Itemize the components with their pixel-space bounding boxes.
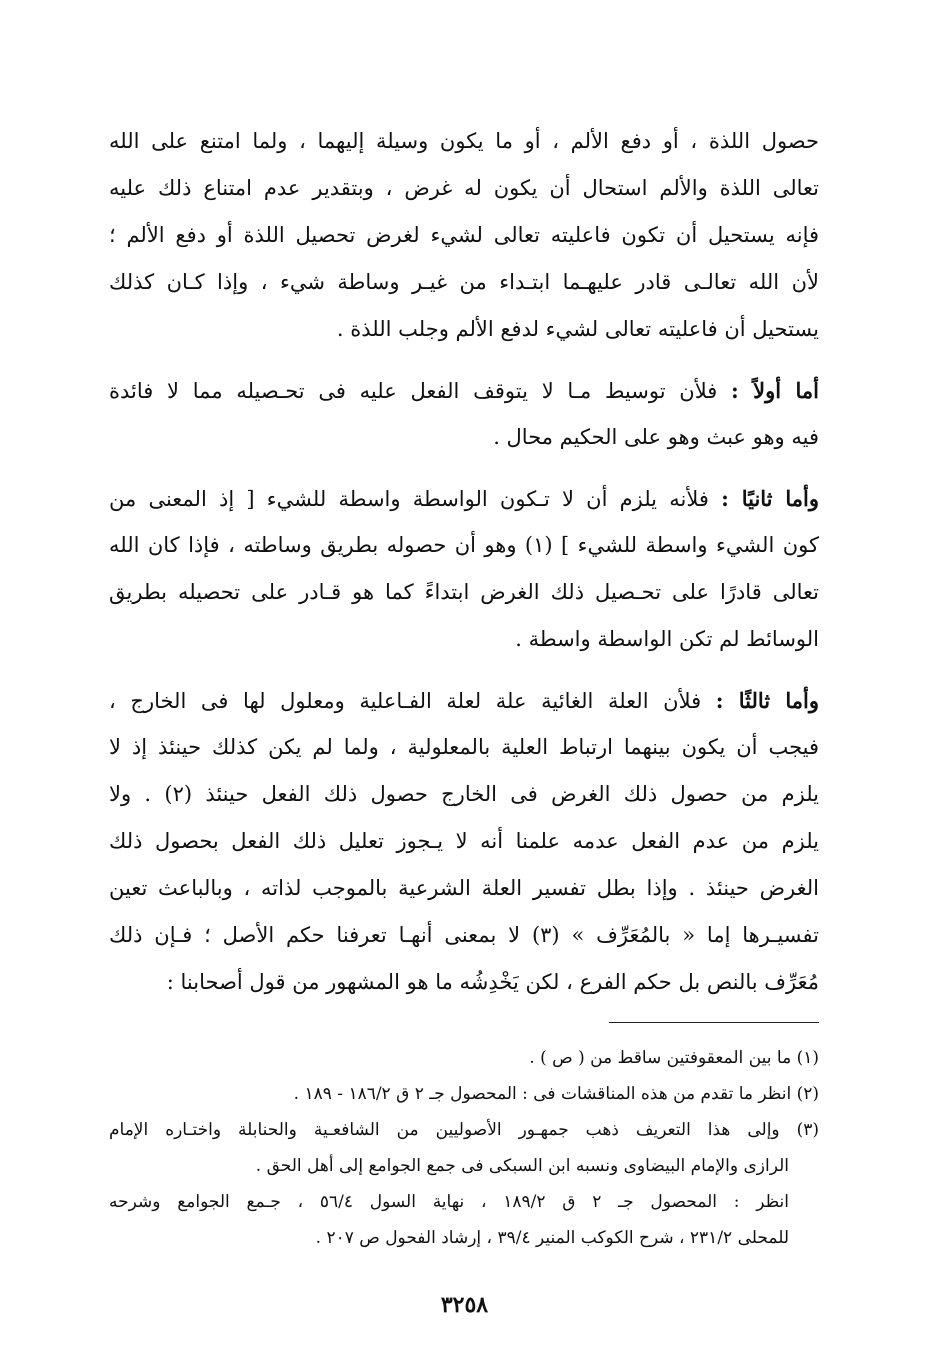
text-line: كون الشيء واسطة للشيء ] (١) وهو أن حصوله بطريق وساطته ، فإذا كان الله: [109, 533, 819, 557]
text-line: تعالى اللذة والألم استحال أن يكون له غرض ، وبتقدير عدم امتناع ذلك عليه: [109, 176, 819, 200]
text-line: وأما ثالثًا : فلأن العلة الغائية علة لعلة الفـاعلية ومعلول لها فى الخارج ،: [109, 688, 819, 713]
footnote-line: (٢) انظر ما تقدم من هذه المناقشات فى : المحصول جـ ٢ ق ١٨٦/٢ - ١٨٩ .: [293, 1084, 819, 1104]
text-line: حصول اللذة ، أو دفع الألم ، أو ما يكون وسيلة إليهما ، ولما امتنع على الله: [109, 129, 819, 153]
text-line: يلزم من عدم الفعل عدمه علمنا أنه لا يـجوز تعليل ذلك الفعل بحصول ذلك: [109, 829, 819, 853]
text-line: فيجب أن يكون بينهما ارتباط العلية بالمعلولية ، ولما لم يكن كذلك حينئذ إذ لا: [109, 735, 819, 759]
text-line: أما أولاً : فلأن توسيط مـا لا يتوقف الفعل عليه فى تحـصيله مما لا فائدة: [109, 378, 819, 403]
text-line: لأن الله تعالـى قادر عليهـما ابتـداء من غيـر وساطة شيء ، وإذا كـان كذلك: [109, 270, 819, 294]
footnote-line: (١) ما بين المعقوفتين ساقط من ( ص ) .: [529, 1048, 819, 1068]
footnotes: [109, 1040, 819, 1256]
text-line: يستحيل أن فاعليته تعالى لشيء لدفع الألم وجلب اللذة .: [336, 317, 819, 341]
footnote-line: للمحلى ٢٣١/٢ ، شرح الكوكب المنير ٣٩/٤ ، إرشاد الفحول ص ٢٠٧ .: [315, 1228, 789, 1248]
first-point-heading: أما أولاً :: [731, 378, 819, 403]
page-number: ٣٢٥٨: [440, 1292, 489, 1318]
text-line: وأما ثانيًا : فلأنه يلزم أن لا تـكون الواسطة واسطة للشيء [ إذ المعنى من: [109, 486, 819, 511]
text-line: الغرض حينئذ . وإذا بطل تفسير العلة الشرعية بالموجب لذاته ، وبالباعث تعين: [109, 876, 819, 900]
footnote-line: الرازى والإمام البيضاوى ونسبه ابن السبكى فى جمع الجوامع إلى أهل الحق .: [255, 1156, 789, 1176]
text-line: مُعَرِّف بالنص بل حكم الفرع ، لكن يَخْدِشُه ما هو المشهور من قول أصحابنا :: [166, 970, 819, 994]
footnote-line: انظر : المحصول جـ ٢ ق ١٨٩/٢ ، نهاية السول ٥٦/٤ ، جـمع الجوامع وشرحه: [109, 1192, 789, 1212]
text-line: فإنه يستحيل أن تكون فاعليته تعالى لشيء لغرض تحصيل اللذة أو دفع الألم ؛: [109, 223, 819, 247]
text-line: يلزم من حصول ذلك الغرض فى الخارج حصول ذلك الفعل حينئذ (٢) . ولا: [109, 782, 819, 806]
main-text: [109, 118, 819, 1006]
text-line: فيه وهو عبث وهو على الحكيم محال .: [493, 425, 819, 449]
third-point-heading: وأما ثالثًا :: [715, 688, 819, 713]
text-line: تفسيـرها إما « بالمُعَرِّف » (٣) لا بمعنى أنهـا تعرفنا حكم الأصل ؛ فـإن ذلك: [109, 923, 819, 947]
footnote-line: (٣) وإلى هذا التعريف ذهب جمهـور الأصوليين من الشافعـية والحنابلة واختـاره الإمام: [109, 1120, 819, 1140]
text-line: الوسائط لم تكن الواسطة واسطة .: [515, 627, 819, 651]
second-point-heading: وأما ثانيًا :: [721, 486, 819, 511]
text-line: تعالى قادرًا على تحـصيل ذلك الغرض ابتداءً كما هو قـادر على تحصيله بطريق: [109, 580, 819, 604]
footnote-separator: [609, 1022, 819, 1023]
